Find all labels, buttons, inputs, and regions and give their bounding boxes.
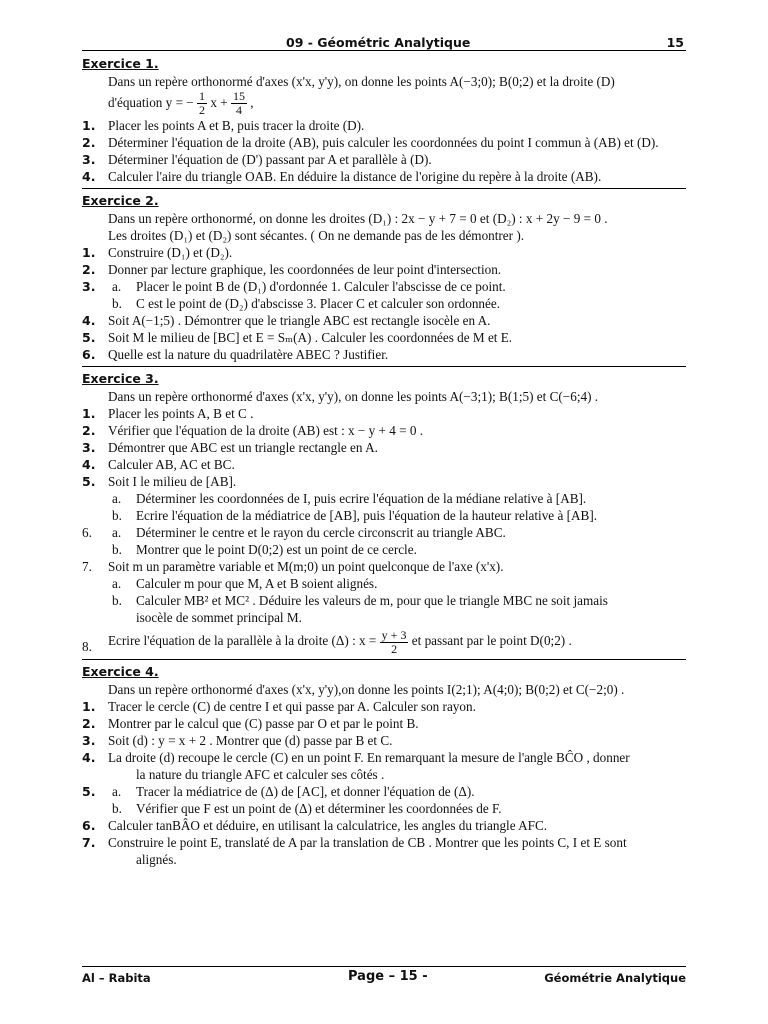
item-number: 4.: [82, 313, 96, 329]
exercise-4-title: Exercice 4.: [82, 664, 159, 680]
item-number: 1.: [82, 245, 96, 261]
list-item: [82, 575, 686, 592]
item-number: 6.: [82, 818, 96, 834]
exercise-2-intro: Dans un repère orthonormé, on donne les droites (D₁) : 2x − y + 7 = 0 et (D₂) : x + 2y − 9 = 0 .: [108, 211, 608, 227]
item-number: 4.: [82, 750, 96, 766]
list-item: [82, 715, 686, 732]
equation-end: ,: [250, 95, 254, 110]
list-item: [82, 749, 686, 766]
exercise-4-items: [82, 698, 686, 868]
list-item: [82, 541, 686, 558]
footer-right: Géométrie Analytique: [544, 971, 686, 985]
sub-item-letter: a.: [112, 491, 122, 507]
list-item: [82, 783, 686, 800]
list-item: [82, 766, 686, 783]
list-item: [82, 524, 686, 541]
item-text: Placer les points A, B et C .: [108, 406, 254, 422]
item-number: 8.: [82, 639, 92, 655]
item-text: Construire le point E, translaté de A par la translation de CB . Montrer que les points C, I et E sont: [108, 835, 627, 851]
sub-item-letter: a.: [112, 784, 122, 800]
sub-item-letter: b.: [112, 801, 122, 817]
list-item: [82, 592, 686, 609]
exercise-4: [82, 664, 686, 868]
list-item: [82, 168, 686, 185]
item-text: Calculer AB, AC et BC.: [108, 457, 235, 473]
exercise-1-equation: [82, 90, 686, 117]
sub-item-letter: a.: [112, 576, 122, 592]
list-item: [82, 295, 686, 312]
item-number: 1.: [82, 406, 96, 422]
header-page-number: 15: [666, 35, 684, 50]
item-number: 2.: [82, 716, 96, 732]
item-text: Construire (D₁) et (D₂).: [108, 245, 233, 261]
item-text: Déterminer les coordonnées de I, puis ecrire l'équation de la médiane relative à [AB].: [136, 491, 587, 507]
item-number: 5.: [82, 330, 96, 346]
item-text: Tracer la médiatrice de (Δ) de [AC], et donner l'équation de (Δ).: [136, 784, 475, 800]
item-text: Quelle est la nature du quadrilatère ABEC ? Justifier.: [108, 347, 389, 363]
list-item: [82, 405, 686, 422]
item-number: 2.: [82, 423, 96, 439]
list-item: [82, 851, 686, 868]
list-item: [82, 422, 686, 439]
list-item: [82, 609, 686, 626]
item-number: 5.: [82, 474, 96, 490]
header-title: 09 - Géométric Analytique: [286, 35, 471, 50]
exercise-1: [82, 56, 686, 189]
footer-left: Al – Rabita: [82, 971, 151, 985]
list-item: [82, 278, 686, 295]
exercise-3-item-8: 8. Ecrire l'équation de la parallèle à la droite (Δ) : x = $\frac{y + 3}{2}$ et passant par le point D(0;2) .: [82, 626, 686, 656]
item-number: 3.: [82, 733, 96, 749]
exercise-2-intro-2: Les droites (D₁) et (D₂) sont sécantes. ( On ne demande pas de les démontrer ).: [108, 228, 525, 244]
sub-item-letter: a.: [112, 279, 122, 295]
item-text: C est le point de (D₂) d'abscisse 3. Placer C et calculer son ordonnée.: [136, 296, 501, 312]
exercise-2-items: [82, 244, 686, 363]
list-item: [82, 117, 686, 134]
item-number: 6.: [82, 525, 92, 541]
item-text: Démontrer que ABC est un triangle rectangle en A.: [108, 440, 378, 456]
exercise-3-items: [82, 405, 686, 626]
exercise-3-title: Exercice 3.: [82, 371, 159, 387]
item-text: Déterminer l'équation de (D') passant par A et parallèle à (D).: [108, 152, 432, 168]
list-item: [82, 244, 686, 261]
exercise-1-title: Exercice 1.: [82, 56, 159, 71]
item-text: Donner par lecture graphique, les coordonnées de leur point d'intersection.: [108, 262, 502, 278]
item-number: 7.: [82, 835, 96, 851]
item-text: Soit I le milieu de [AB].: [108, 474, 237, 490]
item-text: Tracer le cercle (C) de centre I et qui passe par A. Calculer son rayon.: [108, 699, 476, 715]
sub-item-letter: b.: [112, 542, 122, 558]
item-text: Montrer que le point D(0;2) est un point de ce cercle.: [136, 542, 417, 558]
item-text: Calculer MB² et MC² . Déduire les valeurs de m, pour que le triangle MBC ne soit jamais: [136, 593, 608, 609]
sub-item-letter: a.: [112, 525, 122, 541]
item-number: 1.: [82, 118, 96, 134]
item-number: 2.: [82, 135, 96, 151]
sub-item-letter: b.: [112, 593, 122, 609]
item-number: 3.: [82, 279, 96, 295]
item-text: Soit M le milieu de [BC] et E = Sₘ(A) . Calculer les coordonnées de M et E.: [108, 330, 513, 346]
item-text: Montrer par le calcul que (C) passe par O et par le point B.: [108, 716, 419, 732]
item-text: Soit A(−1;5) . Démontrer que le triangle ABC est rectangle isocèle en A.: [108, 313, 491, 329]
list-item: [82, 558, 686, 575]
fraction-half: $\frac{1}{2}$: [199, 89, 206, 118]
exercise-2: [82, 193, 686, 367]
item-text: alignés.: [136, 852, 177, 868]
item-text: Déterminer le centre et le rayon du cercle circonscrit au triangle ABC.: [136, 525, 506, 541]
exercise-1-intro: Dans un repère orthonormé d'axes (x'x, y'y), on donne les points A(−3;0); B(0;2) et la droite (D): [108, 74, 615, 89]
exercise-3-intro: Dans un repère orthonormé d'axes (x'x, y'y), on donne les points A(−3;1); B(1;5) et C(−6;4) .: [108, 389, 599, 405]
list-item: [82, 346, 686, 363]
list-item: [82, 151, 686, 168]
page-header: [82, 30, 686, 51]
list-item: [82, 817, 686, 834]
item-text: Placer le point B de (D₁) d'ordonnée 1. Calculer l'abscisse de ce point.: [136, 279, 506, 295]
sub-item-letter: b.: [112, 296, 122, 312]
item-text: Soit m un paramètre variable et M(m;0) un point quelconque de l'axe (x'x).: [108, 559, 504, 575]
item-text: la nature du triangle AFC et calculer ses côtés .: [136, 767, 385, 783]
list-item: [82, 439, 686, 456]
item-number: 5.: [82, 784, 96, 800]
item-text: isocèle de sommet principal M.: [136, 610, 302, 626]
item-text: Vérifier que l'équation de la droite (AB) est : x − y + 4 = 0 .: [108, 423, 424, 439]
item-text: Soit (d) : y = x + 2 . Montrer que (d) passe par B et C.: [108, 733, 393, 749]
fraction-15-4: $\frac{15}{4}$: [232, 89, 245, 118]
list-item: [82, 732, 686, 749]
list-item: [82, 507, 686, 524]
equation-lead: d'équation y = −: [108, 95, 194, 110]
list-item: [82, 261, 686, 278]
exercise-3: [82, 371, 686, 660]
item-text: Calculer m pour que M, A et B soient alignés.: [136, 576, 378, 592]
item-text: Placer les points A et B, puis tracer la droite (D).: [108, 118, 365, 134]
list-item: [82, 698, 686, 715]
list-item: [82, 490, 686, 507]
item-number: 3.: [82, 440, 96, 456]
item-number: 4.: [82, 169, 96, 185]
item-text: Déterminer l'équation de la droite (AB), puis calculer les coordonnées du point I commun à (AB) et (D).: [108, 135, 659, 151]
item-text: Calculer tanBÂO et déduire, en utilisant la calculatrice, les angles du triangle AFC.: [108, 818, 548, 834]
exercise-4-intro: Dans un repère orthonormé d'axes (x'x, y'y),on donne les points I(2;1); A(4;0); B(0;2) et C(−2;0) .: [108, 682, 625, 698]
item-text: Vérifier que F est un point de (Δ) et déterminer les coordonnées de F.: [136, 801, 502, 817]
list-item: [82, 800, 686, 817]
item-number: 7.: [82, 559, 92, 575]
item-number: 6.: [82, 347, 96, 363]
sub-item-letter: b.: [112, 508, 122, 524]
list-item: [82, 473, 686, 490]
list-item: [82, 329, 686, 346]
item-number: 4.: [82, 457, 96, 473]
footer-page: Page – 15 -: [348, 969, 428, 984]
page-content: [82, 52, 686, 868]
equation-mid: x +: [210, 95, 228, 110]
item-number: 2.: [82, 262, 96, 278]
exercise-1-items: [82, 117, 686, 185]
item-number: 3.: [82, 152, 96, 168]
list-item: [82, 456, 686, 473]
item-text: La droite (d) recoupe le cercle (C) en un point F. En remarquant la mesure de l'angle BĈO , donner: [108, 750, 630, 766]
list-item: [82, 834, 686, 851]
page-footer: [82, 966, 686, 987]
list-item: [82, 312, 686, 329]
fraction-y3-2: $\frac{y + 3}{2}$: [381, 627, 407, 656]
item-number: 1.: [82, 699, 96, 715]
list-item: [82, 134, 686, 151]
exercise-2-title: Exercice 2.: [82, 193, 159, 209]
item-text: Calculer l'aire du triangle OAB. En déduire la distance de l'origine du repère à la droite (AB).: [108, 169, 602, 185]
item-text: Ecrire l'équation de la médiatrice de [AB], puis l'équation de la hauteur relative à [AB].: [136, 508, 598, 524]
